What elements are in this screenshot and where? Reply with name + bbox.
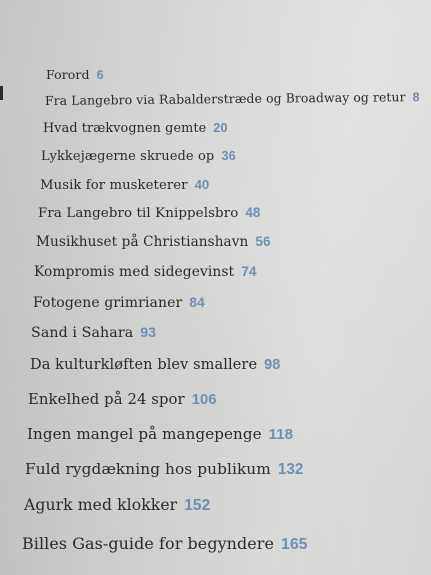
toc-entry — [34, 264, 257, 280]
toc-entry-page: 6 — [96, 68, 104, 82]
toc-entry — [31, 325, 156, 341]
toc-entry-title: Fra Langebro via Rabalderstræde og Broadway og retur — [44, 89, 406, 108]
toc-entry-title: Sand i Sahara — [31, 325, 134, 341]
toc-entry-title: Billes Gas-guide for begyndere — [22, 534, 274, 553]
toc-entry-page: 98 — [264, 357, 281, 373]
toc-entry — [28, 391, 216, 408]
toc-entry-page: 20 — [213, 120, 228, 135]
toc-entry — [25, 460, 303, 479]
toc-entry-page: 132 — [277, 461, 304, 478]
toc-entry — [43, 120, 228, 136]
toc-entry-page: 165 — [280, 536, 308, 553]
toc-entry-page: 56 — [255, 234, 271, 249]
toc-entry-title: Lykkejægerne skruede op — [41, 149, 215, 164]
toc-entry-page: 106 — [191, 392, 217, 408]
toc-entry — [38, 205, 260, 221]
toc-entry-title: Musikhuset på Christianshavn — [36, 234, 249, 250]
toc-entry-title: Hvad trækvognen gemte — [43, 121, 207, 136]
toc-entry-title: Fuld rygdækning hos publikum — [25, 460, 271, 478]
toc-entry-page: 36 — [221, 148, 236, 163]
toc-entry — [22, 534, 308, 554]
toc-entry-page: 48 — [245, 205, 261, 220]
toc-entry — [40, 177, 209, 193]
toc-entry-title: Enkelhed på 24 spor — [28, 391, 185, 408]
toc-entry — [33, 294, 205, 311]
toc-entry-title: Forord — [46, 67, 90, 82]
toc-entry-page: 93 — [140, 325, 157, 341]
toc-entry-title: Kompromis med sidegevinst — [34, 264, 235, 280]
toc-entry-page: 118 — [268, 426, 294, 443]
toc-entry — [41, 148, 236, 164]
toc-entry — [45, 89, 420, 108]
toc-entry-page: 84 — [189, 294, 205, 310]
toc-entry-title: Fotogene grimrianer — [33, 295, 183, 311]
toc-entry — [24, 496, 210, 515]
toc-entry — [30, 357, 280, 373]
toc-entry-page: 8 — [412, 90, 420, 105]
toc-entry-page: 152 — [184, 497, 211, 514]
toc-entry — [46, 67, 104, 82]
toc-entry-page: 74 — [241, 264, 257, 279]
toc-entry-title: Fra Langebro til Knippelsbro — [38, 206, 239, 221]
toc-entry-page: 40 — [194, 177, 210, 192]
toc-entry-title: Da kulturkløften blev smallere — [30, 357, 258, 373]
toc-entry — [27, 425, 293, 443]
toc-entry-title: Agurk med klokker — [24, 496, 178, 514]
toc-entry — [36, 234, 271, 250]
toc-entry-title: Ingen mangel på mangepenge — [27, 425, 262, 443]
toc-entry-title: Musik for musketerer — [40, 178, 188, 193]
